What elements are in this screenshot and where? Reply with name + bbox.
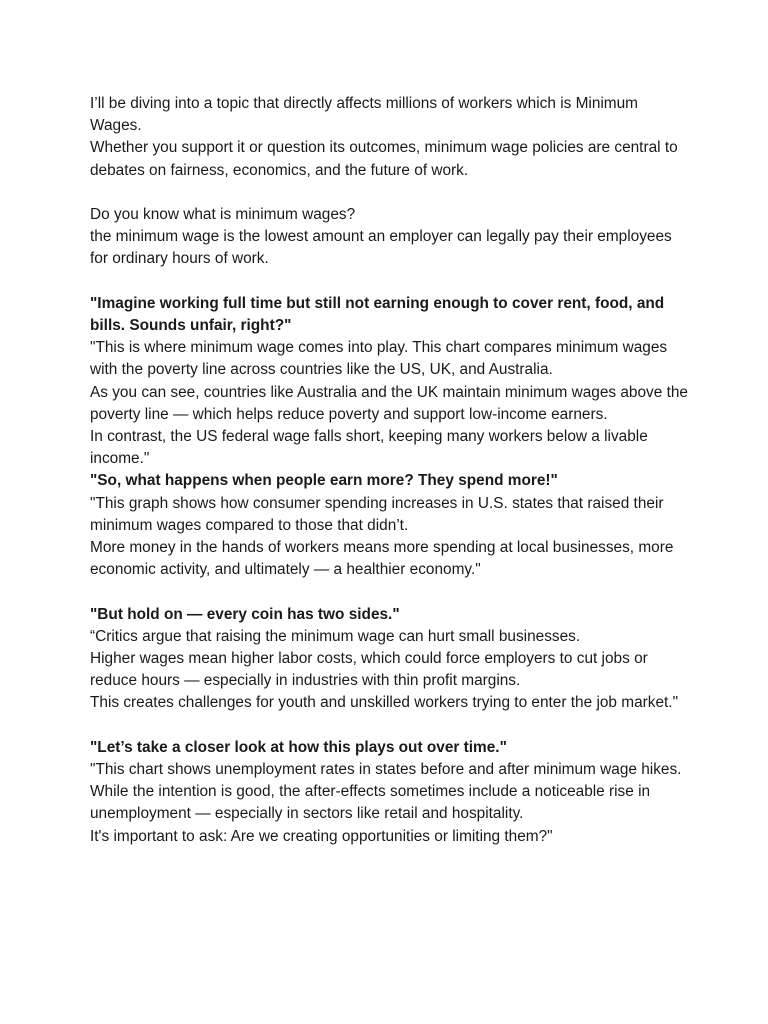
section-text-imagine-2: As you can see, countries like Australia and the UK maintain minimum wages above the poverty line — which helps reduce poverty and support low-income earners.: [90, 383, 688, 423]
section-text-over-time-3: It's important to ask: Are we creating opportunities or limiting them?": [90, 827, 553, 845]
section-text-over-time-2: While the intention is good, the after-effects sometimes include a noticeable rise in unemployment — especially in sectors like retail and hospitality.: [90, 783, 651, 823]
section-heading-imagine: "Imagine working full time but still not earning enough to cover rent, food, and bills. Sounds unfair, right?": [90, 294, 665, 334]
intro-line-2: Whether you support it or question its outcomes, minimum wage policies are central to debates on fairness, economics, and the future of work.: [90, 139, 678, 179]
section-text-imagine-3: In contrast, the US federal wage falls short, keeping many workers below a livable income.": [90, 428, 648, 468]
section-text-spending-2: More money in the hands of workers means more spending at local businesses, more economic activity, and ultimately — a healthier economy.": [90, 539, 674, 579]
section-heading-over-time: "Let’s take a closer look at how this plays out over time.": [90, 738, 507, 756]
paragraph-spacer: [90, 715, 690, 737]
section-heading-two-sides: "But hold on — every coin has two sides.": [90, 605, 400, 623]
section-text-two-sides-2: Higher wages mean higher labor costs, which could force employers to cut jobs or reduce hours — especially in industries with thin profit margins.: [90, 650, 648, 690]
document-page: [90, 93, 690, 848]
definition-question: Do you know what is minimum wages?: [90, 206, 356, 223]
section-text-over-time-1: "This chart shows unemployment rates in states before and after minimum wage hikes.: [90, 761, 682, 779]
paragraph-spacer: [90, 271, 690, 293]
intro-line-1: I’ll be diving into a topic that directly affects millions of workers which is Minimum Wages.: [90, 95, 638, 135]
section-text-imagine-1: "This is where minimum wage comes into play. This chart compares minimum wages with the poverty line across countries like the US, UK, and Australia.: [90, 339, 668, 379]
section-text-two-sides-1: “Critics argue that raising the minimum wage can hurt small businesses.: [90, 627, 581, 645]
paragraph-spacer: [90, 581, 690, 603]
section-heading-spending: "So, what happens when people earn more? They spend more!": [90, 472, 558, 490]
definition-text: the minimum wage is the lowest amount an employer can legally pay their employees for ordinary hours of work.: [90, 228, 672, 268]
paragraph-spacer: [90, 182, 690, 204]
section-text-spending-1: "This graph shows how consumer spending increases in U.S. states that raised their minimum wages compared to those that didn’t.: [90, 494, 664, 534]
section-text-two-sides-3: This creates challenges for youth and unskilled workers trying to enter the job market.": [90, 694, 679, 712]
